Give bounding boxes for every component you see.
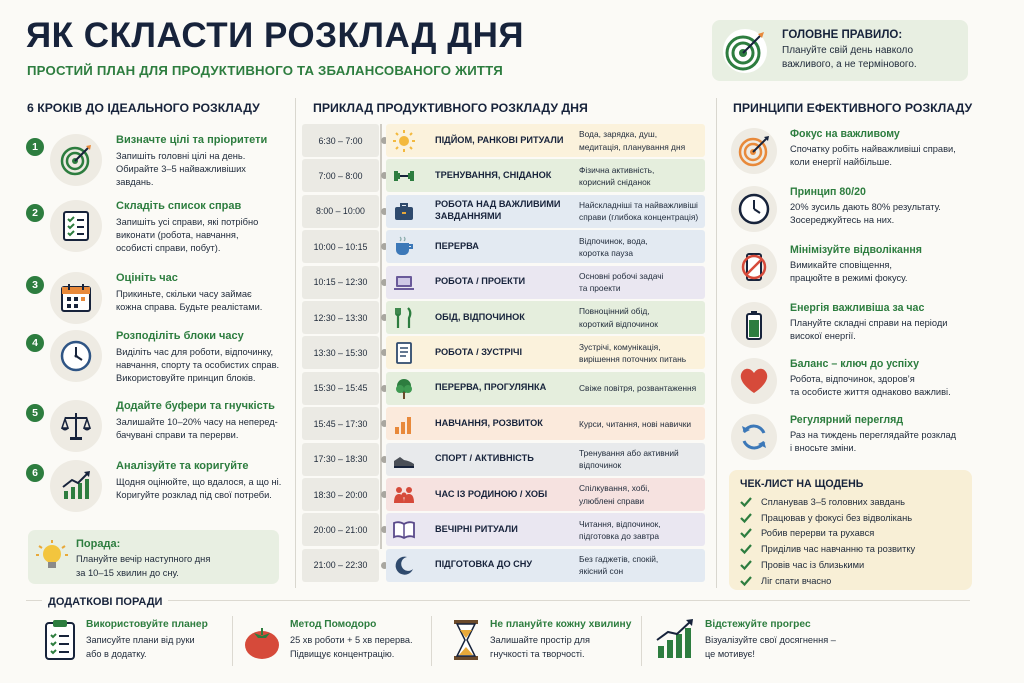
- step-text: Запишіть головні цілі на день. Обирайте 3–5 найважливіших завдань.: [116, 151, 246, 188]
- laptop-icon: [392, 271, 416, 295]
- tip-box: [28, 530, 279, 584]
- schedule-activity: ВЕЧІРНІ РИТУАЛИ: [435, 523, 518, 534]
- target-icon: [59, 143, 93, 177]
- step-number: 3: [26, 276, 44, 294]
- checklist-item: [740, 526, 915, 542]
- step-text: Виділіть час для роботи, відпочинку, навчання, спорту та особистих справ. Використовуйте принцип блоків.: [116, 347, 280, 384]
- bar-chart-icon: [392, 412, 416, 436]
- schedule-description: Читання, відпочинок, підготовка до завтра: [579, 518, 661, 541]
- refresh-icon: [737, 420, 771, 454]
- extra-tip-text: Залишайте простір для гнучкості та творчості.: [490, 635, 590, 659]
- sun-icon: [392, 129, 416, 153]
- schedule-time: 20:00 – 21:00: [302, 513, 379, 546]
- tree-icon: [392, 377, 416, 401]
- principle-item: [731, 128, 971, 183]
- schedule-card: [386, 336, 705, 369]
- hourglass-icon: [446, 618, 486, 662]
- extra-tip-item: [655, 616, 855, 672]
- steps-section-title: 6 КРОКІВ ДО ІДЕАЛЬНОГО РОЗКЛАДУ: [27, 101, 260, 115]
- checklist-item: [740, 541, 915, 557]
- schedule-activity: ОБІД, ВІДПОЧИНОК: [435, 311, 525, 322]
- checklist-item: [740, 557, 915, 573]
- schedule-card: [386, 301, 705, 334]
- book-icon: [392, 518, 416, 542]
- schedule-description: Повноцінний обід, короткий відпочинок: [579, 306, 658, 329]
- schedule-card: [386, 513, 705, 546]
- family-icon: [392, 483, 416, 507]
- schedule-activity: РОБОТА НАД ВАЖЛИВИМИ ЗАВДАННЯМИ: [435, 199, 561, 222]
- checkmark-icon: [740, 527, 752, 539]
- principle-title: Енергія важливіша за час: [790, 302, 925, 314]
- schedule-time: 21:00 – 22:30: [302, 549, 379, 582]
- principle-text: Плануйте складні справи на періоди високої енергії.: [790, 318, 948, 342]
- step-item: [26, 460, 288, 526]
- step-number: 2: [26, 204, 44, 222]
- step-item: [26, 330, 288, 396]
- step-item: [26, 134, 288, 200]
- column-divider: [295, 98, 296, 588]
- step-text: Запишіть усі справи, які потрібно виконати (робота, навчання, особисті справи, побут).: [116, 217, 259, 254]
- progress-chart-icon: [655, 618, 695, 662]
- extra-tip-title: Метод Помодоро: [290, 619, 377, 630]
- principle-title: Принцип 80/20: [790, 186, 866, 198]
- extra-tip-item: [242, 616, 432, 672]
- extra-tip-text: 25 хв роботи + 5 хв перерва. Підвищує концентрацію.: [290, 635, 413, 659]
- principle-text: Вимикайте сповіщення, працюйте в режимі фокусу.: [790, 260, 908, 284]
- schedule-time: 12:30 – 13:30: [302, 301, 379, 334]
- step-title: Оцініть час: [116, 272, 178, 284]
- checklist-item: [740, 494, 915, 510]
- tomato-icon: [242, 618, 282, 662]
- principle-text: Спочатку робіть найважливіші справи, коли енергії найбільше.: [790, 144, 956, 168]
- schedule-description: Без гаджетів, спокій, якісний сон: [579, 554, 659, 577]
- schedule-row: [302, 266, 705, 299]
- target-icon: [737, 134, 771, 168]
- schedule-card: [386, 549, 705, 582]
- schedule-row: [302, 443, 705, 476]
- tip-title: Порада:: [76, 538, 121, 550]
- moon-icon: [392, 554, 416, 578]
- schedule-activity: ТРЕНУВАННЯ, СНІДАНОК: [435, 169, 552, 180]
- calendar-icon: [59, 281, 93, 315]
- no-phone-icon: [737, 250, 771, 284]
- dumbbell-icon: [392, 164, 416, 188]
- schedule-activity: ПЕРЕРВА, ПРОГУЛЯНКА: [435, 382, 547, 393]
- schedule-card: [386, 443, 705, 476]
- schedule-activity: ПЕРЕРВА: [435, 240, 479, 251]
- checklist-item: [740, 510, 915, 526]
- schedule-description: Спілкування, хобі, улюблені справи: [579, 483, 650, 506]
- schedule-card: [386, 230, 705, 263]
- extra-tip-item: [40, 616, 235, 672]
- schedule-time: 13:30 – 15:30: [302, 336, 379, 369]
- schedule-description: Курси, читання, нові навички: [579, 418, 692, 429]
- schedule-description: Основні робочі задачі та проекти: [579, 270, 664, 294]
- checklist-item-label: Ліг спати вчасно: [761, 575, 832, 586]
- schedule-row: [302, 372, 705, 405]
- schedule-row: [302, 195, 705, 228]
- tip-text: Плануйте вечір наступного дня за 10–15 хвилин до сну.: [76, 554, 211, 578]
- step-title: Додайте буфери та гнучкість: [116, 400, 275, 412]
- schedule-row: [302, 124, 705, 157]
- scales-icon: [59, 409, 93, 443]
- step-title: Визначте цілі та пріоритети: [116, 134, 268, 146]
- schedule-row: [302, 301, 705, 334]
- extra-tip-text: Записуйте плани від руки або в додатку.: [86, 635, 195, 659]
- schedule-description: Свіже повітря, розвантаження: [579, 383, 697, 394]
- page-title: ЯК СКЛАСТИ РОЗКЛАД ДНЯ: [26, 16, 525, 55]
- schedule-description: Тренування або активний відпочинок: [579, 447, 679, 471]
- principle-title: Фокус на важливому: [790, 128, 900, 140]
- main-rule-title: ГОЛОВНЕ ПРАВИЛО:: [782, 29, 903, 41]
- principle-text: Робота, відпочинок, здоров’я та особисте життя однаково важливі.: [790, 374, 951, 398]
- schedule-activity: ПІДГОТОВКА ДО СНУ: [435, 559, 533, 570]
- extra-tip-title: Не плануйте кожну хвилину: [490, 619, 632, 630]
- schedule-card: [386, 159, 705, 192]
- checklist-item-label: Провів час із близькими: [761, 560, 865, 571]
- footer-separator: [641, 616, 642, 666]
- principles-section-title: ПРИНЦИПИ ЕФЕКТИВНОГО РОЗКЛАДУ: [733, 101, 973, 115]
- checkmark-icon: [740, 496, 752, 508]
- step-text: Прикиньте, скільки часу займає кожна справа. Будьте реалістами.: [116, 289, 263, 313]
- principle-title: Баланс – ключ до успіху: [790, 358, 920, 370]
- schedule-description: Відпочинок, вода, коротка пауза: [579, 235, 648, 258]
- principle-item: [731, 414, 971, 469]
- schedule-row: [302, 230, 705, 263]
- page-subtitle: ПРОСТИЙ ПЛАН ДЛЯ ПРОДУКТИВНОГО ТА ЗБАЛАНСОВАНОГО ЖИТТЯ: [27, 63, 503, 78]
- schedule-time: 7:00 – 8:00: [302, 159, 379, 192]
- schedule-card: [386, 407, 705, 440]
- schedule-row: [302, 513, 705, 546]
- schedule-time: 15:45 – 17:30: [302, 407, 379, 440]
- main-rule-box: [712, 20, 968, 81]
- checklist-item-label: Робив перерви та рухався: [761, 528, 875, 539]
- daily-checklist: [729, 470, 972, 590]
- extra-tip-title: Відстежуйте прогрес: [705, 619, 811, 630]
- column-divider: [716, 98, 717, 588]
- main-rule-text: Плануйте свій день навколо важливого, а не термінового.: [782, 45, 917, 70]
- target-icon: [722, 28, 768, 74]
- schedule-row: [302, 478, 705, 511]
- schedule-time: 18:30 – 20:00: [302, 478, 379, 511]
- extra-tip-item: [446, 616, 642, 672]
- schedule-card: [386, 372, 705, 405]
- extra-tip-text: Візуалізуйте свої досягнення – це мотивує!: [705, 635, 836, 659]
- schedule-row: [302, 336, 705, 369]
- schedule-section-title: ПРИКЛАД ПРОДУКТИВНОГО РОЗКЛАДУ ДНЯ: [313, 101, 588, 115]
- step-item: [26, 200, 288, 266]
- schedule-card: [386, 266, 705, 299]
- checklist-title: ЧЕК-ЛИСТ НА ЩОДЕНЬ: [740, 478, 864, 490]
- schedule-row: [302, 159, 705, 192]
- schedule-activity: РОБОТА / ПРОЕКТИ: [435, 276, 526, 287]
- schedule-activity: РОБОТА / ЗУСТРІЧІ: [435, 346, 523, 357]
- schedule-card: [386, 195, 705, 228]
- schedule-description: Зустрічі, комунікація, вирішення поточних питань: [579, 341, 687, 364]
- sneaker-icon: [392, 448, 416, 472]
- step-number: 5: [26, 404, 44, 422]
- step-title: Розподіліть блоки часу: [116, 330, 244, 342]
- checklist-icon: [59, 209, 93, 243]
- principle-item: [731, 244, 971, 299]
- schedule-activity: ПІДЙОМ, РАНКОВІ РИТУАЛИ: [435, 134, 564, 145]
- step-title: Аналізуйте та коригуйте: [116, 460, 249, 472]
- principle-item: [731, 302, 971, 357]
- schedule-activity: НАВЧАННЯ, РОЗВИТОК: [435, 417, 543, 428]
- schedule-activity: СПОРТ / АКТИВНІСТЬ: [435, 453, 534, 464]
- principle-item: [731, 358, 971, 413]
- principle-text: Раз на тиждень переглядайте розклад і вносьте зміни.: [790, 430, 957, 454]
- clipboard-icon: [40, 618, 80, 662]
- checkmark-icon: [740, 559, 752, 571]
- schedule-card: [386, 478, 705, 511]
- schedule-description: Фізична активність, корисний сніданок: [579, 164, 655, 187]
- step-title: Складіть список справ: [116, 200, 242, 212]
- schedule-activity: ЧАС ІЗ РОДИНОЮ / ХОБІ: [435, 488, 548, 499]
- principle-text: 20% зусиль дають 80% результату. Зосереджуйтесь на них.: [790, 202, 941, 226]
- footer-separator: [431, 616, 432, 666]
- schedule-time: 6:30 – 7:00: [302, 124, 379, 157]
- briefcase-icon: [392, 200, 416, 224]
- schedule-time: 8:00 – 10:00: [302, 195, 379, 228]
- step-text: Залишайте 10–20% часу на неперед- бачувані справи та перерви.: [116, 417, 278, 441]
- step-item: [26, 272, 288, 338]
- principle-title: Мінімізуйте відволікання: [790, 244, 922, 256]
- step-text: Щодня оцінюйте, що вдалося, а що ні. Коригуйте розклад під свої потреби.: [116, 477, 282, 501]
- schedule-time: 15:30 – 15:45: [302, 372, 379, 405]
- cutlery-icon: [392, 306, 416, 330]
- extra-tip-title: Використовуйте планер: [86, 619, 208, 630]
- schedule-time: 10:00 – 10:15: [302, 230, 379, 263]
- extra-tips-title: ДОДАТКОВІ ПОРАДИ: [42, 596, 168, 608]
- growth-chart-icon: [59, 469, 93, 503]
- checklist-items: [740, 494, 915, 589]
- document-icon: [392, 341, 416, 365]
- step-number: 4: [26, 334, 44, 352]
- schedule-row: [302, 549, 705, 582]
- step-item: [26, 400, 288, 466]
- step-number: 6: [26, 464, 44, 482]
- schedule-time: 10:15 – 12:30: [302, 266, 379, 299]
- checkmark-icon: [740, 543, 752, 555]
- principle-title: Регулярний перегляд: [790, 414, 904, 426]
- schedule-description: Вода, зарядка, душ, медитація, планування дня: [579, 129, 686, 152]
- heart-icon: [737, 364, 771, 398]
- schedule-time: 17:30 – 18:30: [302, 443, 379, 476]
- checklist-item-label: Працював у фокусі без відволікань: [761, 512, 913, 523]
- schedule-card: [386, 124, 705, 157]
- step-number: 1: [26, 138, 44, 156]
- clock-icon: [737, 192, 771, 226]
- schedule-description: Найскладніші та найважливіші справи (глибока концентрація): [579, 200, 699, 223]
- checklist-item-label: Приділив час навчанню та розвитку: [761, 544, 916, 555]
- schedule-row: [302, 407, 705, 440]
- coffee-icon: [392, 235, 416, 259]
- clock-icon: [59, 339, 93, 373]
- checkmark-icon: [740, 512, 752, 524]
- checklist-item: [740, 573, 915, 589]
- lightbulb-icon: [36, 540, 68, 576]
- footer-separator: [232, 616, 233, 666]
- battery-icon: [737, 308, 771, 342]
- checkmark-icon: [740, 575, 752, 587]
- principle-item: [731, 186, 971, 241]
- checklist-item-label: Спланував 3–5 головних завдань: [761, 496, 905, 507]
